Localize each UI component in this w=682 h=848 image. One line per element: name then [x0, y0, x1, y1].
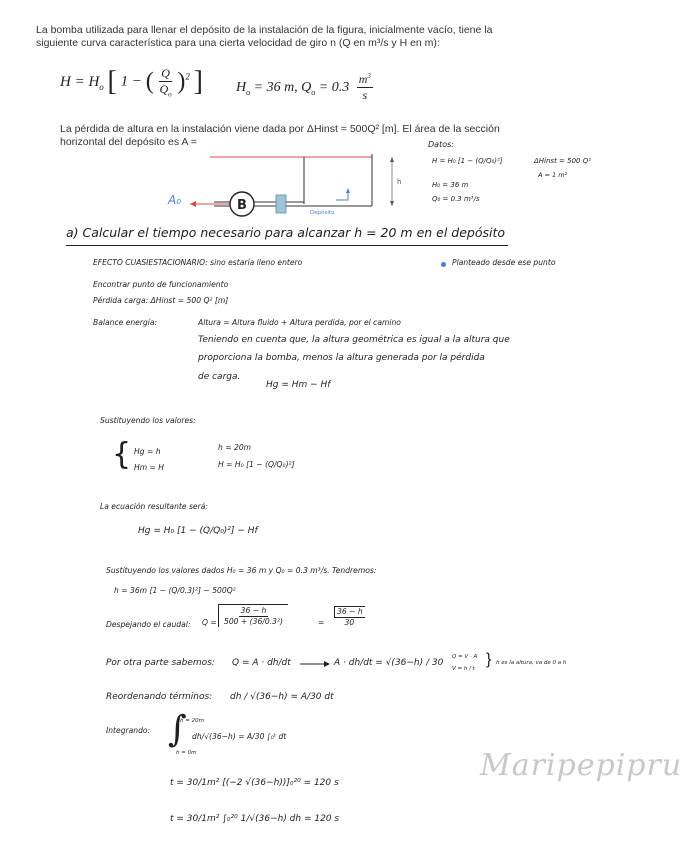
sol-t1-eq: t = 30/1m² [(−2 √(36−h))]₀²⁰ = 120 s — [170, 778, 339, 788]
watermark: Maripepipru — [480, 748, 682, 783]
desp-result — [334, 606, 365, 628]
integral-sign: ∫ — [168, 709, 187, 750]
ao-label: A₀ — [168, 193, 182, 207]
sol-sys-1: Hg = h — [134, 447, 161, 456]
sol-encontrar: Encontrar punto de funcionamiento — [93, 280, 229, 289]
datos-area: A = 1 m² — [538, 171, 568, 179]
tank-label: Depósito — [310, 210, 335, 216]
sol-perdida: Pérdida carga: ΔHinst = 500 Q² [m] — [93, 296, 229, 305]
sol-sys-3: h = 20m — [218, 443, 252, 452]
note-3: h es la altura, va de 0 a h — [496, 660, 567, 666]
long-arrow — [300, 658, 330, 670]
sol-balance-eq: Altura = Altura fluido + Altura perdida, por el camino — [198, 318, 401, 327]
sol-otra-eq: Q = A · dh/dt — [232, 658, 291, 668]
note-2: V = h / t — [452, 666, 475, 672]
formula-curve: $H = H_o$ [ 1 − ( $\frac{Q}{Q_o}$ )$^2$ ] — [60, 66, 203, 99]
inflow-arrow — [336, 190, 348, 200]
desp-res-den: 30 — [344, 618, 355, 627]
note-1: Q = V · A — [452, 654, 478, 660]
sol-teniendo-3: de carga. — [198, 372, 241, 382]
intro-line-2: siguiente curva característica para una cierta velocidad de giro n (Q en m³/s y H en m): — [36, 37, 440, 49]
desp-res-num: 36 − h — [334, 606, 365, 618]
int-upper: h = 20m — [180, 718, 204, 724]
int-lower: h = 0m — [176, 750, 197, 756]
system-brace: { — [112, 437, 132, 472]
installation-figure — [160, 148, 430, 218]
desp-fraction — [222, 606, 285, 627]
formula-data: $H_o = 36$ m, $Q_o = 0.3$ $\frac{m^3}{s}$ — [236, 72, 371, 102]
sol-efecto: EFECTO CUASIESTACIONARIO: sino estaría lleno entero — [93, 258, 303, 267]
sol-desp-q: Q = — [202, 618, 217, 627]
desp-sqrt-body — [218, 604, 288, 627]
sol-reord-eq: dh / √(36−h) = A/30 dt — [230, 692, 334, 702]
sol-sust-eq: h = 36m [1 − (Q/0.3)²] − 500Q² — [114, 586, 236, 595]
formula-data-text — [0, 2, 1, 3]
question-a: a) Calcular el tiempo necesario para alcanzar h = 20 m en el depósito — [66, 225, 506, 240]
sol-ecuacion: La ecuación resultante será: — [100, 502, 208, 511]
desp-result-fraction — [334, 606, 365, 628]
sol-reordenando: Reordenando términos: — [106, 692, 213, 702]
datos-title: Datos: — [428, 140, 454, 149]
bullet-dot — [441, 262, 446, 267]
sol-balance: Balance energía: — [93, 318, 158, 327]
sol-ecuacion-eq: Hg = H₀ [1 − (Q/Q₀)²] − Hf — [138, 526, 258, 536]
sol-hg-eq: Hg = Hm − Hf — [266, 380, 331, 390]
sol-teniendo-2: proporciona la bomba, menos la altura generada por la pérdida — [198, 353, 485, 363]
desp-equals: = — [318, 618, 325, 627]
inflow-arrow-head — [346, 188, 350, 193]
desp-den: 500 + (36/0.3²) — [224, 617, 283, 626]
formula-curve-text — [0, 0, 1, 1]
sol-despejando: Despejando el caudal: — [106, 620, 191, 629]
sol-sust-datos: Sustituyendo los valores dados H₀ = 36 m y Q₀ = 0.3 m³/s. Tendremos: — [106, 566, 377, 575]
sol-planteado: Planteado desde ese punto — [452, 258, 556, 267]
long-arrow-head — [324, 661, 330, 667]
datos-h0: H₀ = 36 m — [432, 181, 469, 189]
sol-otra-res: A · dh/dt = √(36−h) / 30 — [334, 658, 444, 668]
sol-teniendo-1: Teniendo en cuenta que, la altura geométrica es igual a la altura que — [198, 335, 510, 345]
datos-q0: Q₀ = 0.3 m³/s — [432, 195, 480, 203]
desp-num: 36 − h — [240, 606, 267, 615]
intro-line-1: La bomba utilizada para llenar el depósito de la instalación de la figura, inicialmente vacío, tiene la — [36, 24, 493, 36]
h-label: h — [397, 178, 402, 186]
question-underline — [66, 245, 508, 246]
sol-sys-2: Hm = H — [134, 463, 165, 472]
sol-t2-eq: t = 30/1m² ∫₀²⁰ 1/√(36−h) dh = 120 s — [170, 814, 340, 824]
sol-otra: Por otra parte sabemos: — [106, 658, 215, 668]
h-arrow-bottom — [390, 201, 394, 206]
datos-eq-loss: ΔHinst = 500 Q² — [534, 157, 592, 165]
sol-sys-4: H = H₀ [1 − (Q/Q₀)²] — [218, 460, 295, 469]
flow-arrow — [190, 201, 196, 207]
loss-line-2: horizontal del depósito es A = — [60, 136, 197, 148]
pump-label: B — [237, 198, 247, 213]
sol-integrando: Integrando: — [106, 726, 151, 735]
note-brace: } — [486, 651, 492, 668]
h-arrow-top — [390, 157, 394, 162]
sol-int-eq: dh/√(36−h) = A/30 ∫₀ᵗ dt — [192, 732, 287, 741]
loss-line-1: La pérdida de altura en la instalación viene dada por ΔHinst = 500Q² [m]. El área de la sección — [60, 123, 500, 135]
pipe-fitting — [276, 195, 286, 213]
desp-sqrt — [218, 604, 288, 627]
sol-sustituyendo: Sustituyendo los valores: — [100, 416, 196, 425]
datos-eq-curve: H = H₀ [1 − (Q/Q₀)²] — [432, 157, 503, 165]
